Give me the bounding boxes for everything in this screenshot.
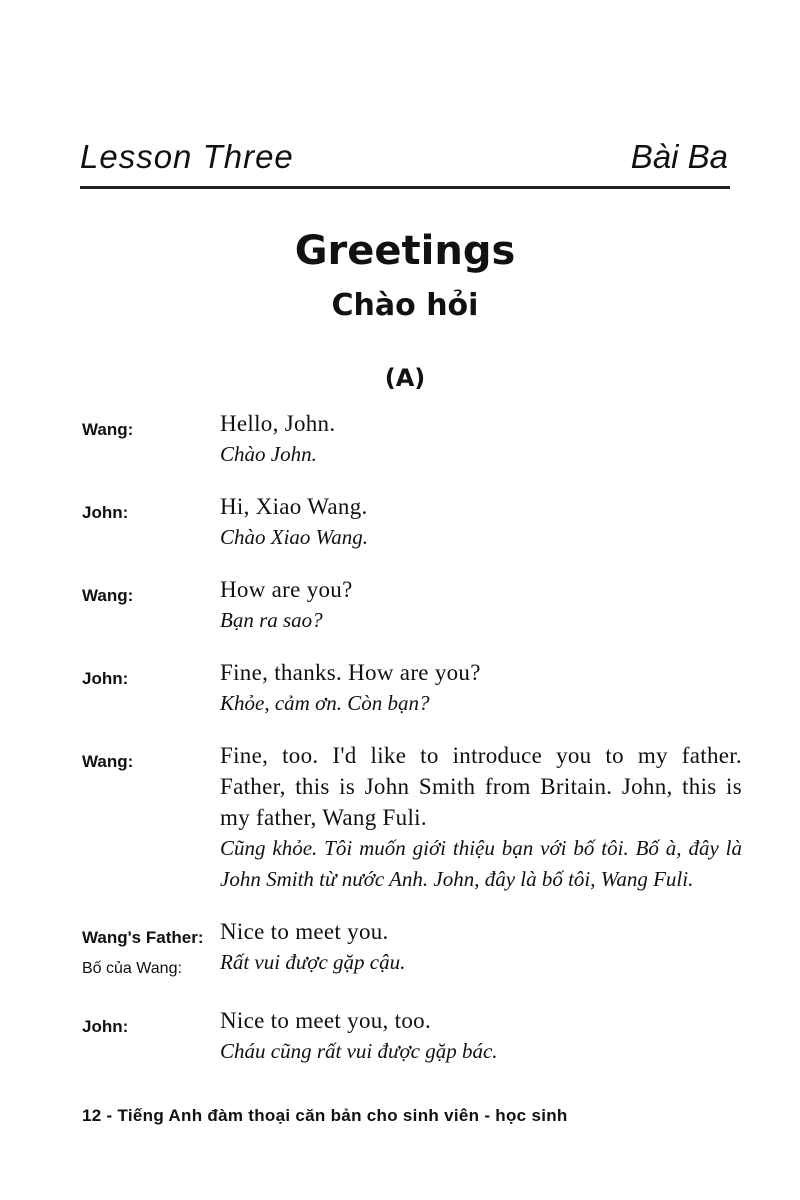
speaker-column	[82, 491, 220, 528]
page-footer: 12 - Tiếng Anh đàm thoại căn bản cho sinh viên - học sinh	[82, 1106, 568, 1125]
speaker-name: John:	[82, 503, 129, 522]
speaker-column	[82, 740, 220, 777]
english-line: How are you?	[220, 577, 353, 602]
speaker-name: Wang:	[82, 752, 134, 771]
turn-text	[220, 408, 742, 470]
vietnamese-line: Cháu cũng rất vui được gặp bác.	[220, 1039, 498, 1063]
speaker-column	[82, 1005, 220, 1042]
vietnamese-line: Chào John.	[220, 442, 317, 466]
speaker-column	[82, 916, 220, 984]
speaker-name-vietnamese: Bố của Wang:	[82, 960, 182, 977]
speaker-name: John:	[82, 669, 129, 688]
dialogue-turn	[82, 408, 742, 470]
lesson-title-vietnamese: Bài Ba	[630, 138, 728, 175]
vietnamese-line: Cũng khỏe. Tôi muốn giới thiệu bạn với bố tôi. Bố à, đây là John Smith từ nước Anh. John, đây là bố tôi, Wang Fuli.	[220, 836, 742, 891]
vietnamese-line: Rất vui được gặp cậu.	[220, 950, 406, 974]
vietnamese-line: Khỏe, cảm ơn. Còn bạn?	[220, 691, 430, 715]
english-line: Fine, thanks. How are you?	[220, 660, 481, 685]
dialogue-turn	[82, 1005, 742, 1067]
turn-text	[220, 491, 742, 553]
section-label: (A)	[384, 364, 426, 392]
vietnamese-line: Chào Xiao Wang.	[220, 525, 368, 549]
page-title: Greetings	[294, 228, 516, 274]
speaker-column	[82, 408, 220, 445]
lesson-title-english: Lesson Three	[80, 138, 294, 175]
page-subtitle: Chào hỏi	[331, 288, 479, 323]
dialogue-turn	[82, 574, 742, 636]
speaker-column	[82, 657, 220, 694]
dialogue-turn	[82, 491, 742, 553]
english-line: Hello, John.	[220, 411, 336, 436]
dialogue-turn	[82, 740, 742, 895]
speaker-name: Wang:	[82, 586, 134, 605]
turn-text	[220, 657, 742, 719]
turn-text	[220, 1005, 742, 1067]
speaker-column	[82, 574, 220, 611]
turn-text	[220, 916, 742, 978]
vietnamese-line: Bạn ra sao?	[220, 608, 323, 632]
speaker-name: John:	[82, 1017, 129, 1036]
english-line: Hi, Xiao Wang.	[220, 494, 368, 519]
dialogue-turn	[82, 916, 742, 984]
speaker-name: Wang:	[82, 420, 134, 439]
turn-text	[220, 574, 742, 636]
speaker-name: Wang's Father:	[82, 928, 204, 947]
english-line: Nice to meet you, too.	[220, 1008, 431, 1033]
dialogue-turn	[82, 657, 742, 719]
english-line: Fine, too. I'd like to introduce you to my father. Father, this is John Smith from Britain. John, this is my father, Wang Fuli.	[220, 743, 742, 830]
english-line: Nice to meet you.	[220, 919, 389, 944]
lesson-header	[80, 138, 730, 189]
dialogue	[82, 408, 742, 1088]
turn-text	[220, 740, 742, 895]
